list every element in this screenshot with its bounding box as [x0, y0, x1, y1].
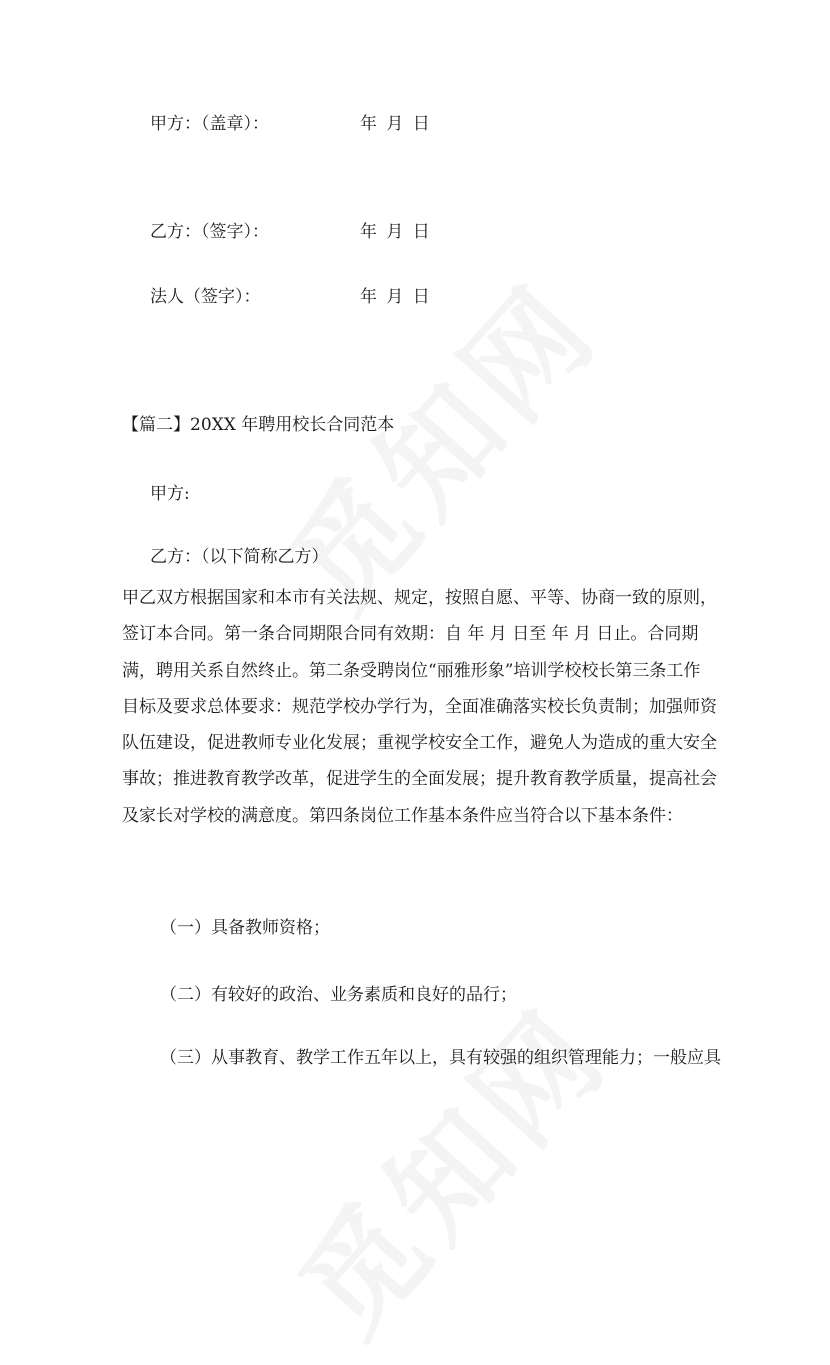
party-b-line: 乙方：（以下简称乙方）	[150, 547, 329, 567]
signature-date-party-a: 年 月 日	[360, 114, 432, 134]
contract-body-paragraph	[122, 580, 717, 834]
body-line: 满，聘用关系自然终止。第二条受聘岗位“丽雅形象”培训学校校长第三条工作	[122, 660, 701, 681]
signature-date-party-b: 年 月 日	[360, 222, 432, 242]
body-line: 队伍建设，促进教师专业化发展；重视学校安全工作，避免人为造成的重大安全	[122, 733, 717, 754]
signature-label-party-a: 甲方：（盖章）：	[150, 114, 269, 134]
condition-item-2: （二）有较好的政治、业务素质和良好的品行；	[160, 985, 517, 1005]
signature-label-party-b: 乙方：（签字）：	[150, 222, 269, 242]
body-line: 及家长对学校的满意度。第四条岗位工作基本条件应当符合以下基本条件：	[122, 805, 683, 826]
body-line: 签订本合同。第一条合同期限合同有效期：自 年 月 日至 年 月 日止。合同期	[122, 624, 699, 645]
section-title: 【篇二】20XX 年聘用校长合同范本	[122, 415, 395, 435]
signature-date-legal-rep: 年 月 日	[360, 287, 432, 307]
body-line: 目标及要求总体要求：规范学校办学行为，全面准确落实校长负责制；加强师资	[122, 696, 717, 717]
body-line: 甲乙双方根据国家和本市有关法规、规定，按照自愿、平等、协商一致的原则，	[122, 588, 717, 608]
watermark-bottom	[255, 965, 638, 1364]
signature-label-legal-rep: 法人（签字）：	[150, 287, 261, 307]
party-a-line: 甲方:	[150, 484, 190, 504]
body-line: 事故；推进教育教学改革，促进学生的全面发展；提升教育教学质量，提高社会	[122, 769, 717, 790]
condition-item-1: （一）具备教师资格；	[160, 918, 330, 938]
condition-item-3: （三）从事教育、教学工作五年以上，具有较强的组织管理能力；一般应具	[160, 1048, 721, 1068]
